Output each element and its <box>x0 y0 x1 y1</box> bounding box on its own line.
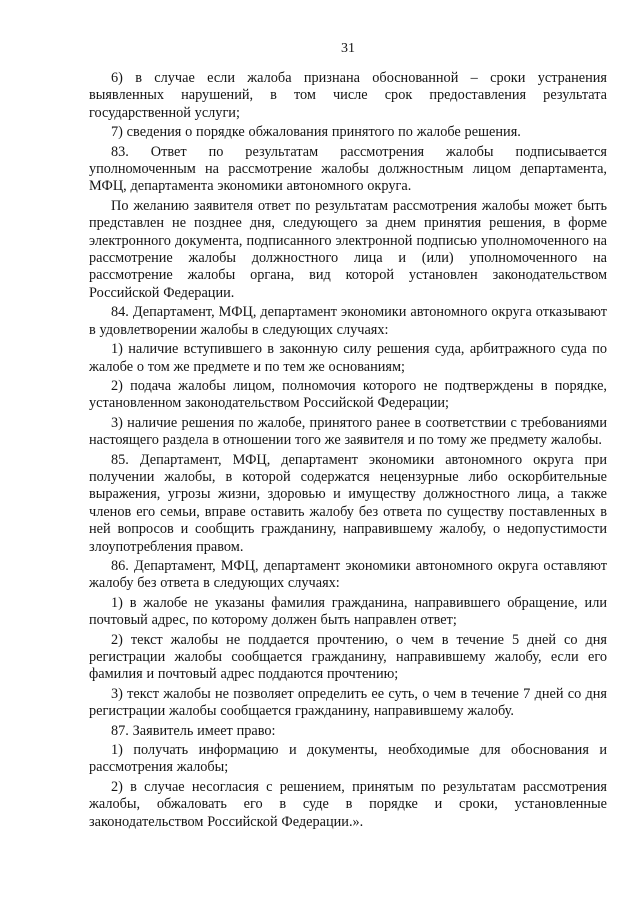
paragraph-electronic-response: По желанию заявителя ответ по результатам рассмотрения жалобы может быть представлен не позднее дня, следующего за днем принятия решения, в форме электронного документа, подписанного электронной подписью уполномоченного на рассмотрение жалобы должностного лица и (или) уполномоченного на рассмотрение жалобы органа, вид которой установлен законодательством Российской Федерации. <box>89 197 607 301</box>
paragraph-87-item-2: 2) в случае несогласия с решением, принятым по результатам рассмотрения жалобы, обжаловать его в суде в порядке и сроки, установленные законодательством Российской Федерации.». <box>89 778 607 830</box>
paragraph-83: 83. Ответ по результатам рассмотрения жалобы подписывается уполномоченным на рассмотрение жалобы должностным лицом департамента, МФЦ, департамента экономики автономного округа. <box>89 143 607 195</box>
paragraph-87-item-1: 1) получать информацию и документы, необходимые для обоснования и рассмотрения жалобы; <box>89 742 607 776</box>
document-page <box>89 0 607 905</box>
paragraph-86: 86. Департамент, МФЦ, департамент экономики автономного округа оставляют жалобу без ответа в следующих случаях: <box>89 557 607 592</box>
paragraph-86-item-2: 2) текст жалобы не поддается прочтению, о чем в течение 5 дней со дня регистрации жалобы сообщается гражданину, направившему жалобу, если его фамилия и почтовый адрес поддаются прочтению; <box>89 631 607 683</box>
page-number: 31 <box>341 41 355 56</box>
paragraph-86-item-1: 1) в жалобе не указаны фамилия гражданина, направившего обращение, или почтовый адрес, по которому должен быть направлен ответ; <box>89 594 607 629</box>
paragraph-item-7: 7) сведения о порядке обжалования принятого по жалобе решения. <box>111 124 521 141</box>
document-body <box>89 70 607 831</box>
paragraph-84-item-2: 2) подача жалобы лицом, полномочия которого не подтверждены в порядке, установленном законодательством Российской Федерации; <box>89 377 607 412</box>
paragraph-84: 84. Департамент, МФЦ, департамент экономики автономного округа отказывают в удовлетворении жалобы в следующих случаях: <box>89 304 607 338</box>
paragraph-86-item-3: 3) текст жалобы не позволяет определить ее суть, о чем в течение 7 дней со дня регистрации жалобы сообщается гражданину, направившему жалобу. <box>89 685 607 720</box>
paragraph-87: 87. Заявитель имеет право: <box>111 722 276 739</box>
paragraph-84-item-1: 1) наличие вступившего в законную силу решения суда, арбитражного суда по жалобе о том же предмете и по тем же основаниям; <box>89 341 607 375</box>
paragraph-85: 85. Департамент, МФЦ, департамент экономики автономного округа при получении жалобы, в которой содержатся нецензурные либо оскорбительные выражения, угрозы жизни, здоровью и имуществу должностного лица, а также членов его семьи, вправе оставить жалобу без ответа по существу поставленных в ней вопросов и сообщить гражданину, направившему жалобу, о недопустимости злоупотребления правом. <box>89 451 607 555</box>
paragraph-84-item-3: 3) наличие решения по жалобе, принятого ранее в соответствии с требованиями настоящего раздела в отношении того же заявителя и по тому же предмету жалобы. <box>89 414 607 449</box>
paragraph-item-6: 6) в случае если жалоба признана обоснованной – сроки устранения выявленных нарушений, в том числе срок предоставления результата государственной услуги; <box>89 70 607 121</box>
